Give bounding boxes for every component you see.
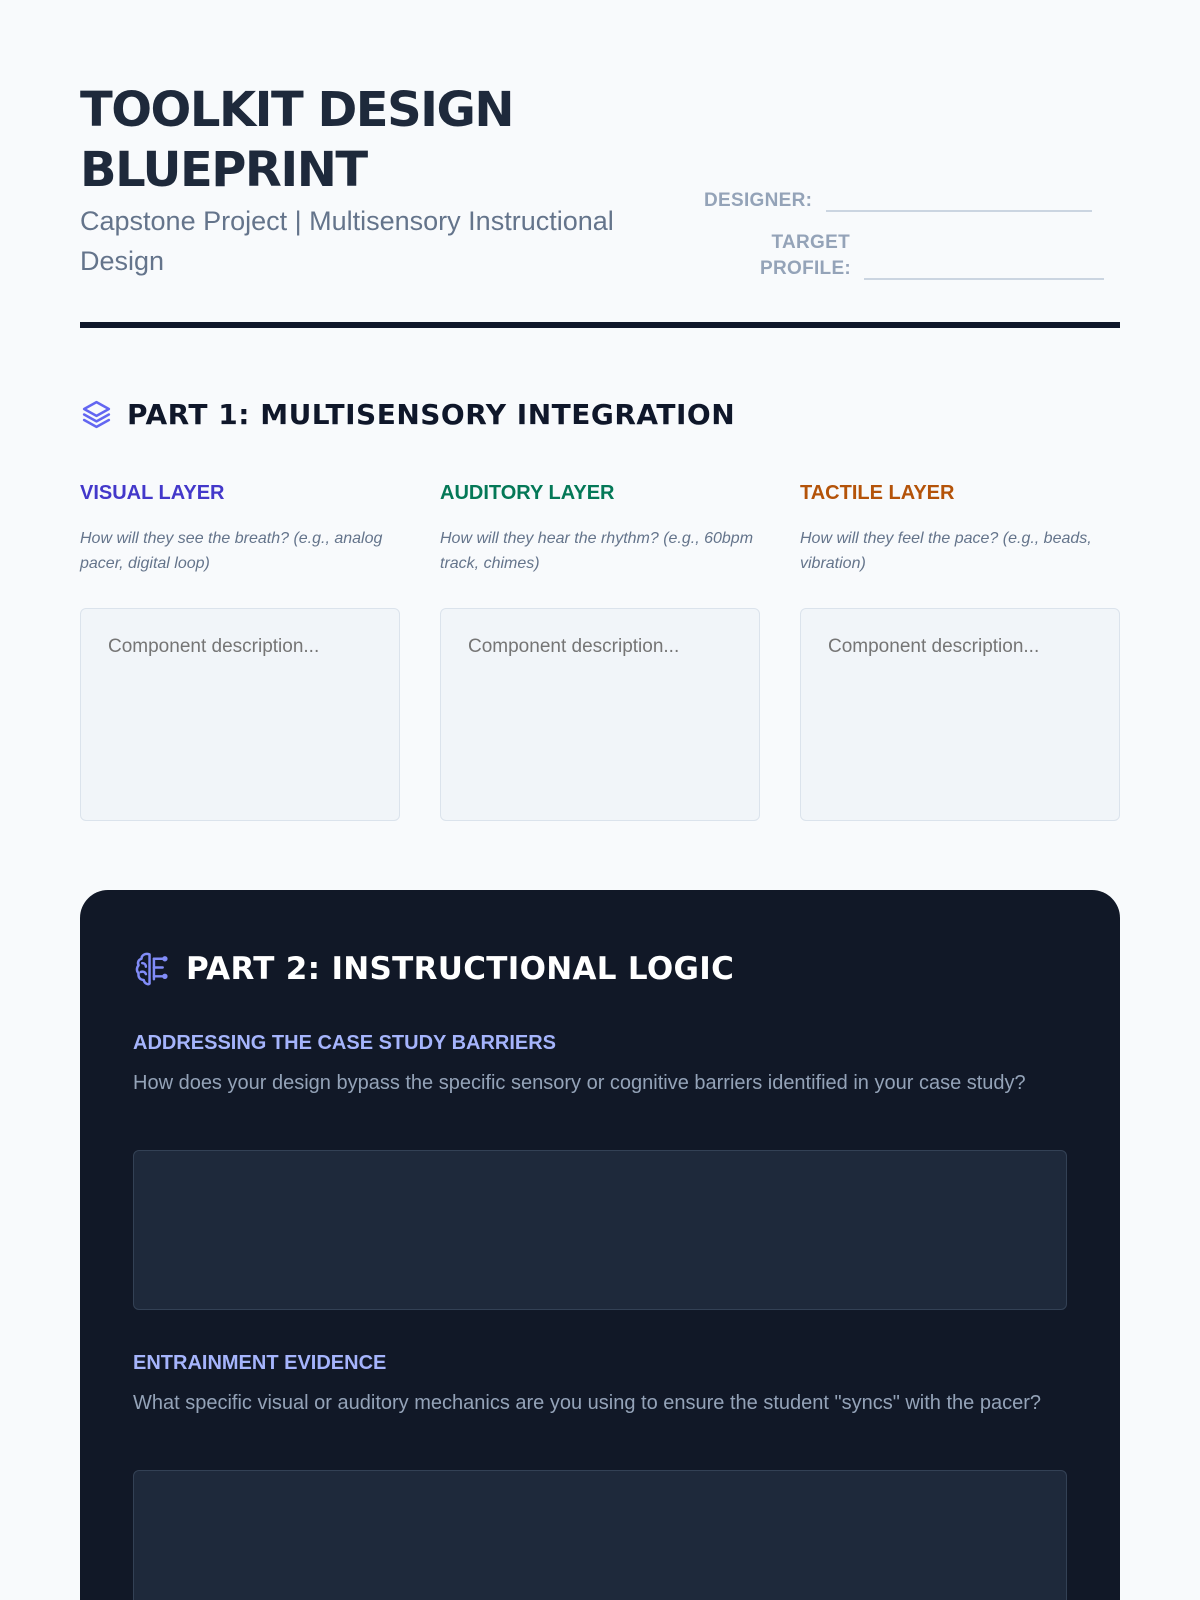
- target-profile-field[interactable]: [760, 230, 1104, 282]
- target-profile-label: TARGET PROFILE:: [760, 232, 852, 279]
- question-title: ADDRESSING THE CASE STUDY BARRIERS: [133, 1032, 557, 1054]
- designer-label: DESIGNER:: [704, 190, 813, 211]
- visual-layer-title: VISUAL LAYER: [80, 482, 225, 504]
- case-study-barriers-question: [133, 1030, 1067, 1315]
- visual-layer-column: [80, 480, 400, 826]
- designer-field[interactable]: [704, 188, 1092, 214]
- part1-heading: [80, 398, 735, 431]
- auditory-layer-title: AUDITORY LAYER: [440, 482, 615, 504]
- entrainment-evidence-input[interactable]: [133, 1470, 1067, 1600]
- visual-layer-input[interactable]: [80, 608, 400, 821]
- question-title: ENTRAINMENT EVIDENCE: [133, 1352, 387, 1374]
- question-description: How does your design bypass the specific sensory or cognitive barriers identified in your case study?: [133, 1072, 1026, 1094]
- layers-icon: [80, 398, 113, 431]
- tactile-layer-input[interactable]: [800, 608, 1120, 821]
- visual-layer-description: How will they see the breath? (e.g., analog pacer, digital loop): [80, 530, 383, 572]
- designer-input-line[interactable]: [826, 210, 1092, 212]
- auditory-layer-input[interactable]: [440, 608, 760, 821]
- page-header: [80, 80, 1120, 328]
- part2-heading: [133, 950, 734, 988]
- auditory-layer-column: [440, 480, 760, 826]
- brain-icon: [133, 950, 169, 988]
- part2-title: PART 2: INSTRUCTIONAL LOGIC: [186, 951, 735, 987]
- page-subtitle: Capstone Project | Multisensory Instructional Design: [80, 206, 614, 276]
- meta-fields: [700, 188, 1120, 288]
- tactile-layer-title: TACTILE LAYER: [800, 482, 955, 504]
- sensory-layers: [80, 480, 1120, 826]
- case-study-barriers-input[interactable]: [133, 1150, 1067, 1310]
- part2-panel: [80, 890, 1120, 1600]
- part1-title: PART 1: MULTISENSORY INTEGRATION: [127, 398, 736, 431]
- entrainment-evidence-question: [133, 1350, 1067, 1600]
- tactile-layer-description: How will they feel the pace? (e.g., beads, vibration): [800, 530, 1092, 572]
- auditory-layer-description: How will they hear the rhythm? (e.g., 60bpm track, chimes): [440, 530, 754, 572]
- target-profile-input-line[interactable]: [864, 278, 1104, 280]
- tactile-layer-column: [800, 480, 1120, 826]
- page-title: TOOLKIT DESIGN BLUEPRINT: [80, 82, 514, 198]
- question-description: What specific visual or auditory mechanics are you using to ensure the student "syncs" with the pacer?: [133, 1392, 1041, 1414]
- header-divider: [80, 322, 1120, 328]
